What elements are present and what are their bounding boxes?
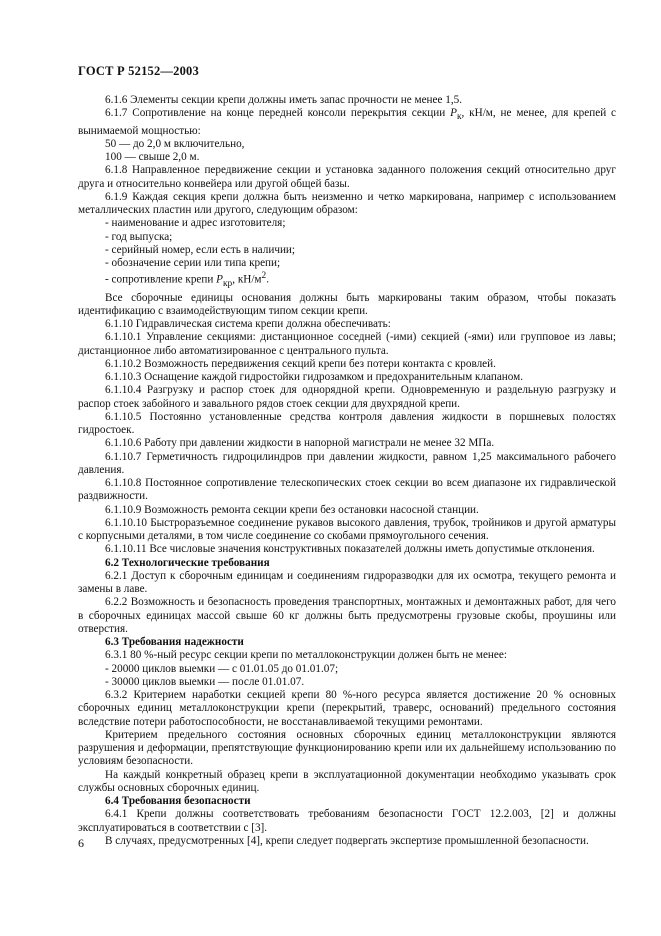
clause-6-1-10-5: 6.1.10.5 Постоянно установленные средства контроля давления жидкости в поршневых полостях гидростоек.	[78, 410, 616, 437]
section-heading-6-4: 6.4 Требования безопасности	[105, 795, 251, 808]
clause-6-1-8: 6.1.8 Направленное передвижение секции и установка заданного положения секций относительно друг друга и относительно конвейера или другой общей базы.	[78, 164, 616, 190]
marking-item: - наименование и адрес изготовителя;	[105, 217, 286, 230]
clause-6-1-10-8: 6.1.10.8 Постоянное сопротивление телескопических стоек секции во всем диапазоне их гидравлической раздвижности.	[78, 477, 616, 503]
clause-6-1-7-text: 6.1.7 Сопротивление на конце передней консоли перекрытия секции	[105, 107, 451, 120]
clause-6-1-10-1: 6.1.10.1 Управление секциями: дистанционное соседней (-ими) секцией (-ями) или групповое из лавы; дистанционное либо автоматизированное с центрального пульта.	[78, 331, 616, 357]
superscript-2: 2	[261, 271, 267, 282]
marking-item: - обозначение серии или типа крепи;	[105, 257, 281, 270]
resource-item: - 20000 циклов выемки — с 01.01.05 до 01.01.07;	[105, 662, 339, 675]
clause-6-1-10-9: 6.1.10.9 Возможность ремонта секции крепи без остановки насосной станции.	[105, 503, 479, 516]
thickness-line-1: 50 — до 2,0 м включительно,	[105, 137, 245, 150]
clause-6-1-7-tail: , кН/м, не менее, для крепей с вынимаемой мощностью:	[78, 107, 616, 137]
clause-6-2-2: 6.2.2 Возможность и безопасность проведения транспортных, монтажных и демонтажных работ, для чего в сборочных единицах массой свыше 60 кг должны быть предусмотрены грузовые скобы, проушины или отверстия.	[78, 596, 616, 635]
clause-6-1-7	[78, 107, 616, 138]
clause-6-1-10-6: 6.1.10.6 Работу при давлении жидкости в напорной магистрали не менее 32 МПа.	[105, 437, 495, 450]
thickness-line-2: 100 — свыше 2,0 м.	[105, 151, 200, 164]
marking-item: - серийный номер, если есть в наличии;	[105, 243, 296, 256]
paragraph-service-life: На каждый конкретный образец крепи в эксплуатационной документации необходимо указывать срок службы основных сборочных единиц.	[78, 768, 616, 794]
marking-item	[78, 270, 616, 291]
symbol-p: P	[450, 107, 457, 120]
clause-6-3-1: 6.3.1 80 %-ный ресурс секции крепи по металлоконструкции должен быть не менее:	[105, 649, 507, 662]
marking-unit: , кН/м	[232, 274, 262, 287]
clause-6-1-10-7: 6.1.10.7 Герметичность гидроцилиндров при давлении жидкости, равном 1,25 максимального рабочего давления.	[78, 450, 616, 476]
resource-item: - 30000 циклов выемки — после 01.01.07.	[105, 675, 305, 688]
clause-6-1-10: 6.1.10 Гидравлическая система крепи должна обеспечивать:	[105, 318, 391, 331]
document-body	[78, 94, 616, 848]
paragraph-expertise: В случаях, предусмотренных [4], крепи следует подвергать экспертизе промышленной безопасности.	[105, 834, 589, 847]
clause-6-3-2: 6.3.2 Критерием наработки секцией крепи 80 %-ного ресурса является достижение 20 % основных сборочных единиц металлоконструкции крепи (перекрытий, траверс, оснований) предельного состояния вследствие потери работоспособности, не восстанавливаемой текущими ремонтами.	[78, 689, 616, 728]
clause-6-1-10-11: 6.1.10.11 Все числовые значения конструктивных показателей должны иметь допустимые отклонения.	[105, 543, 595, 556]
section-heading-6-3: 6.3 Требования надежности	[105, 636, 244, 649]
clause-6-2-1: 6.2.1 Доступ к сборочным единицам и соединениям гидроразводки для их осмотра, текущего ремонта и замены в лаве.	[78, 569, 616, 596]
clause-6-1-10-3: 6.1.10.3 Оснащение каждой гидростойки гидрозамком и предохранительным клапаном.	[105, 371, 524, 384]
marking-item: - год выпуска;	[105, 230, 173, 243]
subscript-kr: кр	[223, 279, 233, 290]
symbol-p: P	[216, 274, 224, 287]
paragraph-criterion: Критерием предельного состояния основных сборочных единиц металлоконструкции являются разрушения и деформации, препятствующие функционированию крепи или их дальнейшему использованию по условиям безопасности.	[78, 728, 616, 768]
section-heading-6-2: 6.2 Технологические требования	[105, 556, 270, 569]
clause-6-1-10-10: 6.1.10.10 Быстроразъемное соединение рукавов высокого давления, трубок, тройников и другой арматуры с корпусными деталями, в том числе соединение со скобами прямоугольного сечения.	[78, 516, 616, 543]
page-number: 6	[78, 836, 84, 850]
paragraph-all-units: Все сборочные единицы основания должны быть маркированы таким образом, чтобы показать идентификацию с взаимодействующим типом секции крепи.	[78, 291, 616, 317]
marking-item-text: - сопротивление крепи	[105, 274, 217, 287]
clause-6-1-10-2: 6.1.10.2 Возможность передвижения секций крепи без потери контакта с кровлей.	[105, 357, 496, 370]
clause-6-4-1: 6.4.1 Крепи должны соответствовать требованиям безопасности ГОСТ 12.2.003, [2] и должны эксплуатироваться в соответствии с [3].	[78, 808, 616, 834]
clause-6-1-9: 6.1.9 Каждая секция крепи должна быть неизменно и четко маркирована, например с использованием металлических пластин или другого, следующим образом:	[78, 190, 616, 217]
clause-6-1-6: 6.1.6 Элементы секции крепи должны иметь запас прочности не менее 1,5.	[105, 94, 463, 106]
document-header: ГОСТ Р 52152—2003	[78, 64, 199, 78]
marking-end: .	[266, 274, 269, 287]
subscript-k: к	[456, 112, 462, 123]
clause-6-1-10-4: 6.1.10.4 Разгрузку и распор стоек для однорядной крепи. Одновременную и раздельную разгрузку и распор стоек забойного и завального рядов стоек секции для двухрядной крепи.	[78, 384, 616, 410]
